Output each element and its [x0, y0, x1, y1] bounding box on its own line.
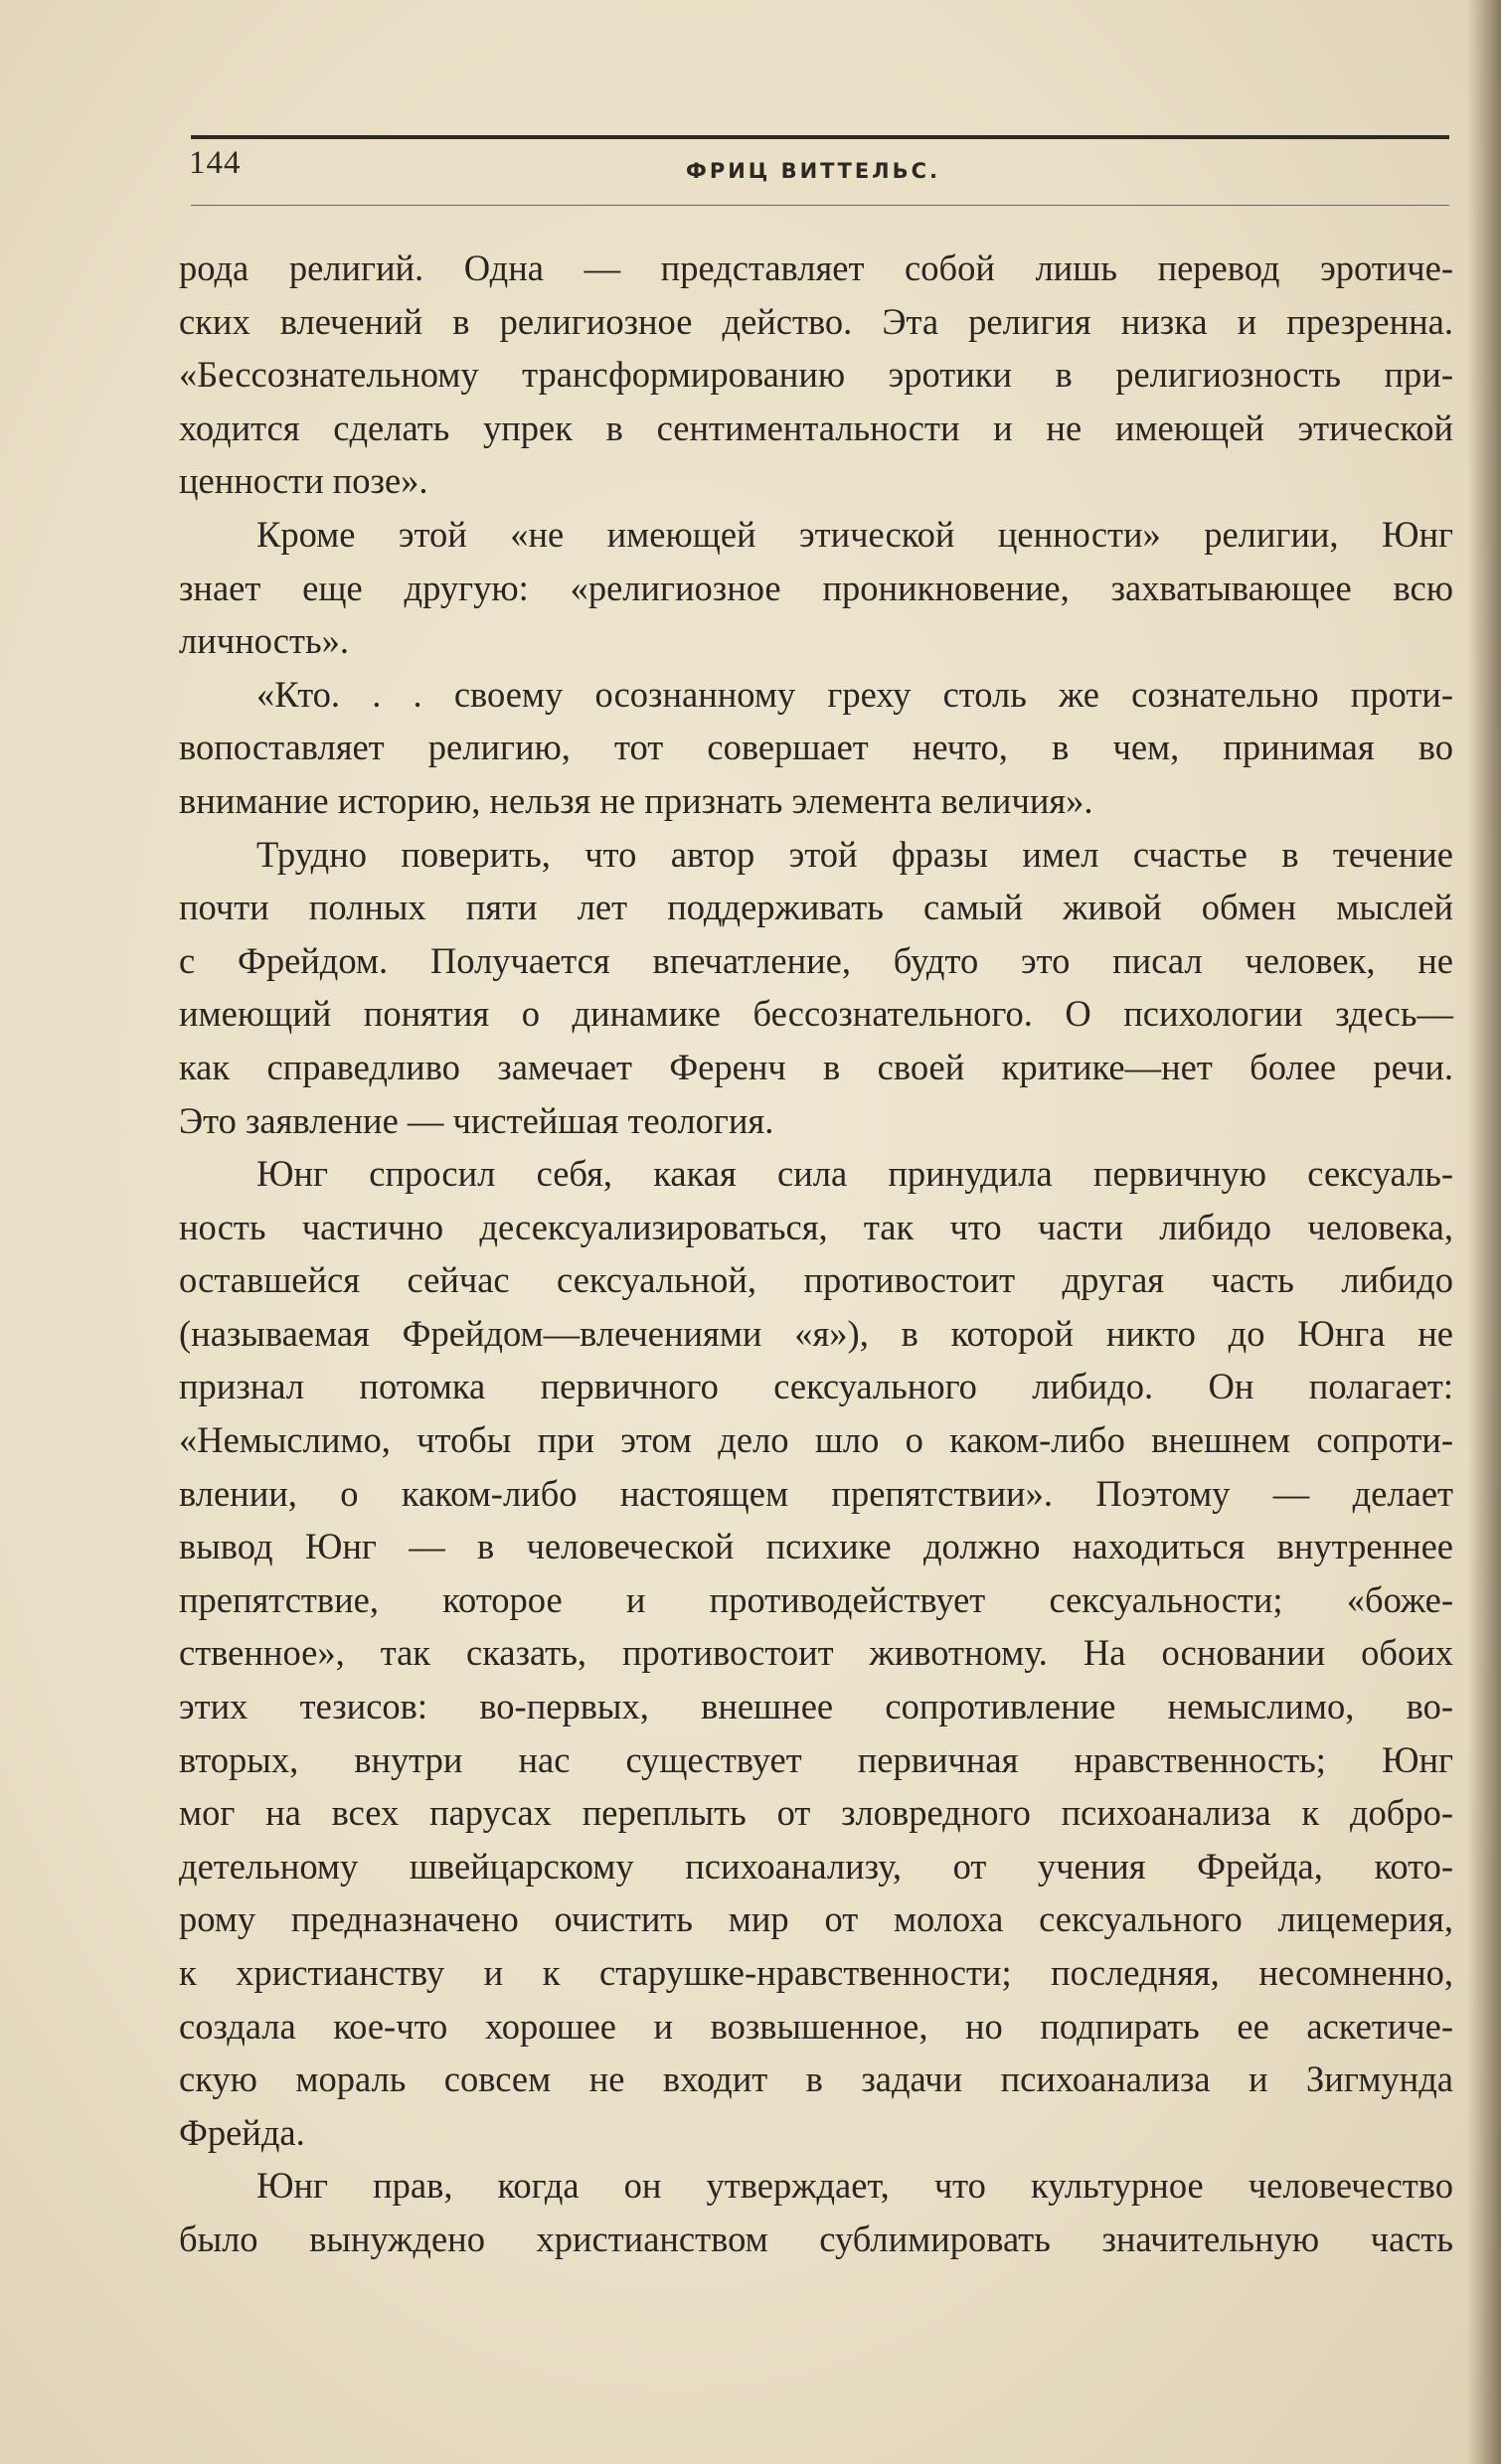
- page-edge-shadow: [1467, 0, 1501, 2464]
- text-line: к христианству и к старушке-нравственности; последняя, несомненно,: [179, 1952, 1453, 1993]
- text-line: ценности позе».: [179, 460, 428, 502]
- text-line: детельному швейцарскому психоанализу, от учения Фрейда, кото-: [179, 1845, 1453, 1887]
- text-line: с Фрейдом. Получается впечатление, будто это писал человек, не: [179, 939, 1453, 981]
- text-line: «Немыслимо, чтобы при этом дело шло о каком-либо внешнем сопроти-: [179, 1419, 1453, 1461]
- text-line: ность частично десексуализироваться, так что части либидо человека,: [179, 1206, 1453, 1247]
- text-line: создала кое-что хорошее и возвышенное, но подпирать ее аскетиче-: [179, 2005, 1453, 2047]
- text-line: ственное», так сказать, противостоит животному. На основании обоих: [179, 1632, 1453, 1674]
- text-line: Фрейда.: [179, 2111, 305, 2153]
- text-line: вопоставляет религию, тот совершает нечто, в чем, принимая во: [179, 727, 1453, 768]
- text-line: как справедливо замечает Ференч в своей критике—нет более речи.: [179, 1046, 1453, 1087]
- running-head: ФРИЦ ВИТТЕЛЬС.: [686, 159, 940, 183]
- text-line: вторых, внутри нас существует первичная нравственность; Юнг: [179, 1738, 1453, 1780]
- body-text: [179, 242, 1453, 2266]
- text-line: рода религий. Одна — представляет собой лишь перевод эротиче-: [179, 247, 1453, 288]
- text-line: имеющий понятия о динамике бессознательного. О психологии здесь—: [179, 993, 1453, 1035]
- text-line: скую мораль совсем не входит в задачи психоанализа и Зигмунда: [179, 2058, 1453, 2100]
- text-line: Юнг прав, когда он утверждает, что культурное человечество: [256, 2165, 1453, 2207]
- text-line: этих тезисов: во-первых, внешнее сопротивление немыслимо, во-: [179, 1686, 1453, 1727]
- text-line: признал потомка первичного сексуального либидо. Он полагает:: [179, 1366, 1453, 1407]
- header-rule-bottom: [191, 205, 1449, 206]
- page-number: 144: [189, 145, 242, 181]
- text-line: влении, о каком-либо настоящем препятствии». Поэтому — делает: [179, 1472, 1453, 1514]
- header-rule-top: [191, 135, 1449, 139]
- text-line: Кроме этой «не имеющей этической ценности» религии, Юнг: [256, 513, 1453, 555]
- text-line: препятствие, которое и противодействует сексуальности; «боже-: [179, 1578, 1453, 1620]
- text-line: ских влечений в религиозное действо. Эта религия низка и презренна.: [179, 300, 1453, 342]
- text-line: Юнг спросил себя, какая сила принудила первичную сексуаль-: [256, 1153, 1453, 1195]
- text-line: рому предназначено очистить мир от молоха сексуального лицемерия,: [179, 1898, 1453, 1940]
- text-line: личность».: [179, 620, 349, 662]
- text-line: Трудно поверить, что автор этой фразы имел счастье в течение: [256, 833, 1453, 875]
- text-line: вывод Юнг — в человеческой психике должно находиться внутреннее: [179, 1526, 1453, 1567]
- text-line: ходится сделать упрек в сентиментальности и не имеющей этической: [179, 407, 1453, 448]
- text-line: знает еще другую: «религиозное проникновение, захватывающее всю: [179, 567, 1453, 608]
- text-line: почти полных пяти лет поддерживать самый живой обмен мыслей: [179, 887, 1453, 928]
- text-line: внимание историю, нельзя не признать элемента величия».: [179, 779, 1093, 821]
- text-line: было вынуждено христианством сублимировать значительную часть: [179, 2218, 1453, 2259]
- text-line: Это заявление — чистейшая теология.: [179, 1099, 774, 1141]
- text-line: мог на всех парусах переплыть от зловредного психоанализа к добро-: [179, 1792, 1453, 1834]
- text-line: «Кто. . . своему осознанному греху столь же сознательно проти-: [256, 673, 1453, 715]
- text-line: (называемая Фрейдом—влечениями «я»), в которой никто до Юнга не: [179, 1312, 1453, 1354]
- text-line: «Бессознательному трансформированию эротики в религиозность при-: [179, 354, 1453, 396]
- text-line: оставшейся сейчас сексуальной, противостоит другая часть либидо: [179, 1259, 1453, 1301]
